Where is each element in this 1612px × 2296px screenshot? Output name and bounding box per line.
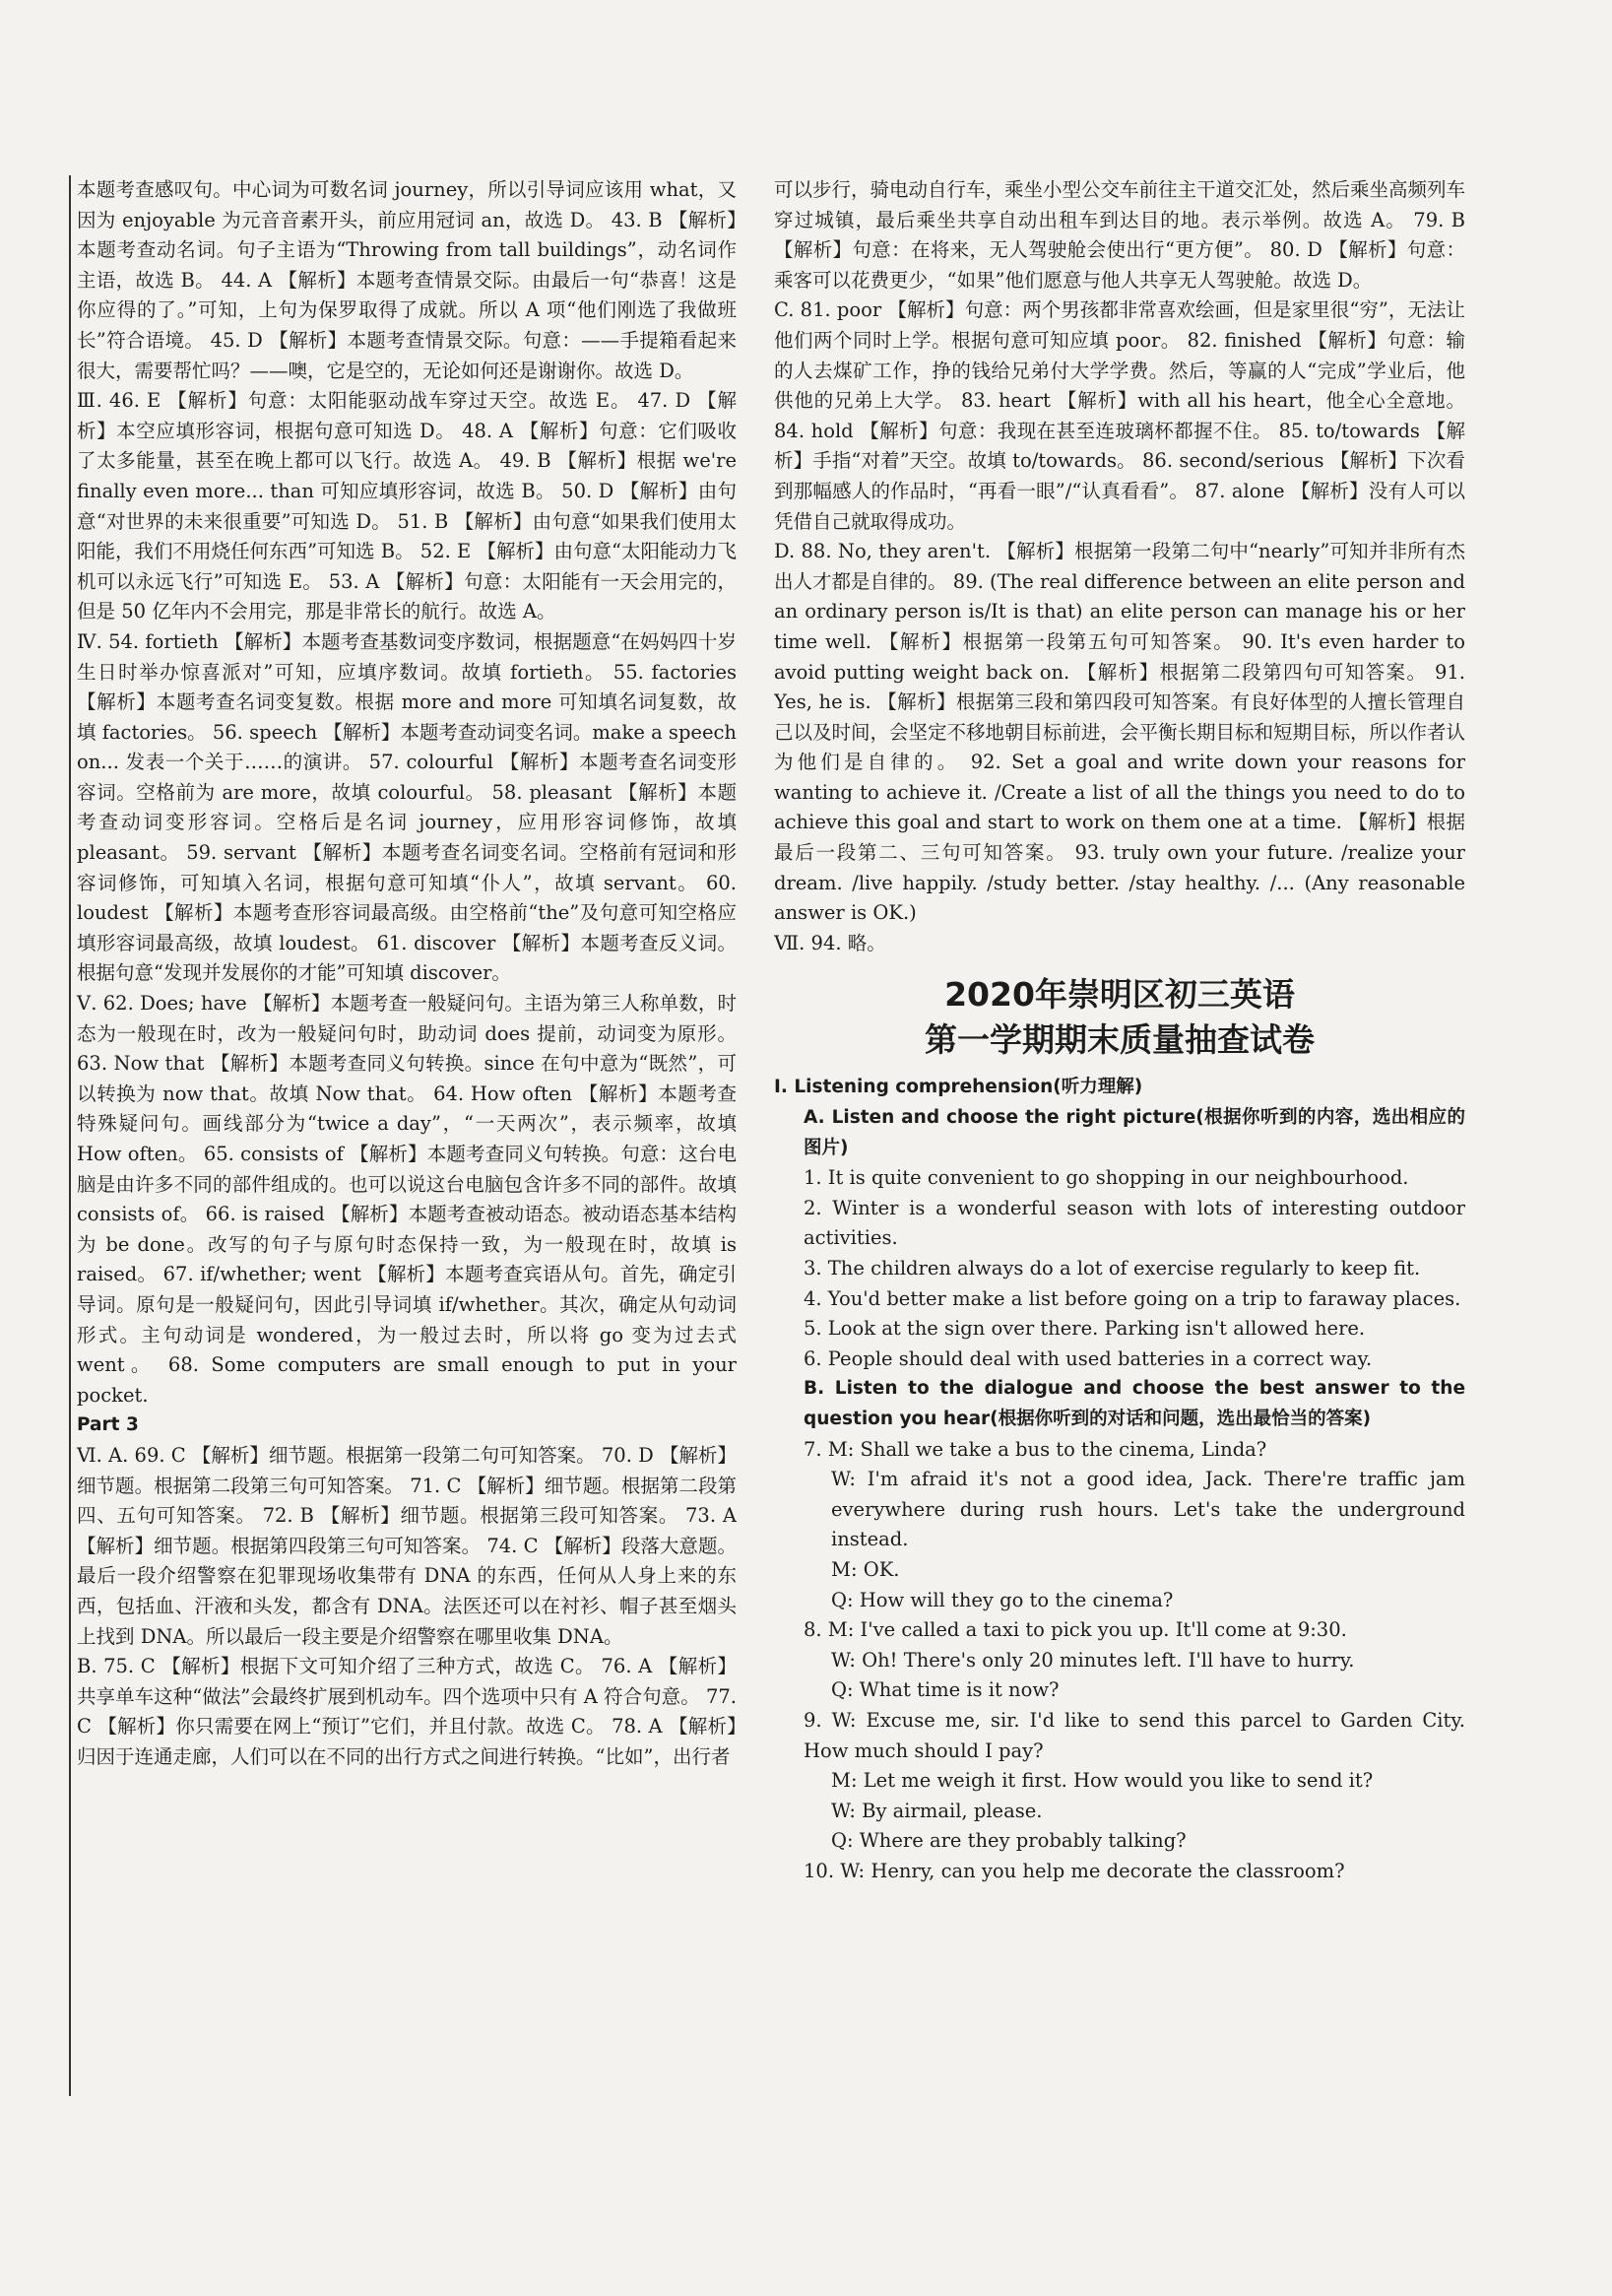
answer-paragraph: C. 81. poor 【解析】句意：两个男孩都非常喜欢绘画，但是家里很“穷”，无法让他们两个同时上学。根据句意可知应填 poor。 82. finished 【解析】句意：输的人去煤矿工作，挣的钱给兄弟付大学学费。然后，等赢的人“完成”学业后，他供他的兄弟上大学。 83. heart 【解析】with all his heart，他全心全意地。 84. hold 【解析】句意：我现在甚至连玻璃杯都握不住。 85. to/towards 【解析】手指“对着”天空。故填 to/towards。 86. second/serious 【解析】下次看到那幅感人的作品时，“再看一眼”/“认真看看”。 87. alone 【解析】没有人可以凭借自己就取得成功。: [774, 298, 1465, 533]
answer-column-right: [774, 175, 1465, 2145]
dialogue-line: M: OK.: [831, 1557, 900, 1581]
answer-paragraph: 本题考查感叹句。中心词为可数名词 journey，所以引导词应该用 what，又因为 enjoyable 为元音音素开头，前应用冠词 an，故选 D。 43. B 【解析】本题考查动名词。句子主语为“Throwing from tall buildings”，动名词作主语，故选 B。 44. A 【解析】本题考查情景交际。由最后一句“恭喜！这是你应得的了。”可知，上句为保罗取得了成就。所以 A 项“他们刚选了我做班长”符合语境。 45. D 【解析】本题考查情景交际。句意：——手提箱看起来很大，需要帮忙吗？——噢，它是空的，无论如何还是谢谢你。故选 D。: [77, 178, 737, 382]
question-item: 6. People should deal with used batteries in a correct way.: [804, 1346, 1373, 1370]
dialogue-line: M: Let me weigh it first. How would you like to send it?: [831, 1769, 1374, 1793]
dialogue-line: 10. W: Henry, can you help me decorate the classroom?: [804, 1859, 1345, 1882]
question-item: 3. The children always do a lot of exercise regularly to keep fit.: [804, 1257, 1421, 1279]
answer-column-left: [69, 175, 737, 2096]
dialogue-line: 8. M: I've called a taxi to pick you up. It'll come at 9:30.: [804, 1618, 1347, 1642]
answer-paragraph: Ⅵ. A. 69. C 【解析】细节题。根据第一段第二句可知答案。 70. D 【解析】细节题。根据第二段第三句可知答案。 71. C 【解析】细节题。根据第二段第四、五句可知答案。 72. B 【解析】细节题。根据第三段可知答案。 73. A 【解析】细节题。根据第四段第三句可知答案。 74. C 【解析】段落大意题。最后一段介绍警察在犯罪现场收集带有 DNA 的东西，任何从人身上来的东西，包括血、汗液和头发，都含有 DNA。法医还可以在衬衫、帽子甚至烟头上找到 DNA。所以最后一段主要是介绍警察在哪里收集 DNA。: [77, 1443, 737, 1648]
exam-title: [774, 972, 1465, 1063]
question-item: 5. Look at the sign over there. Parking isn't allowed here.: [804, 1317, 1366, 1341]
dialogue-line: W: By airmail, please.: [831, 1799, 1043, 1822]
dialogue-line: Q: Where are they probably talking?: [831, 1829, 1187, 1853]
part-a-heading: A. Listen and choose the right picture(根据你听到的内容，选出相应的图片): [804, 1107, 1465, 1158]
exam-title-line2: 第一学期期末质量抽查试卷: [925, 1020, 1315, 1060]
section-heading: Ⅰ. Listening comprehension(听力理解): [774, 1077, 1143, 1098]
question-item: 2. Winter is a wonderful season with lots of interesting outdoor activities.: [804, 1196, 1465, 1250]
answer-paragraph: Ⅳ. 54. fortieth 【解析】本题考查基数词变序数词，根据题意“在妈妈四十岁生日时举办惊喜派对”可知，应填序数词。故填 fortieth。 55. factories 【解析】本题考查名词变复数。根据 more and more 可知填名词复数，故填 factories。 56. speech 【解析】本题考查动词变名词。make a speech on... 发表一个关于……的演讲。 57. colourful 【解析】本题考查名词变形容词。空格前为 are more，故填 colourful。 58. pleasant 【解析】本题考查动词变形容词。空格后是名词 journey，应用形容词修饰，故填 pleasant。 59. servant 【解析】本题考查名词变名词。空格前有冠词和形容词修饰，可知填入名词，根据句意可知填“仆人”，故填 servant。 60. loudest 【解析】本题考查形容词最高级。由空格前“the”及句意可知空格应填形容词最高级，故填 loudest。 61. discover 【解析】本题考查反义词。根据句意“发现并发展你的才能”可知填 discover。: [77, 629, 737, 985]
dialogue-line: W: I'm afraid it's not a good idea, Jack. There're traffic jam everywhere during rush hours. Let's take the underground instead.: [831, 1468, 1465, 1551]
dialogue-line: 9. W: Excuse me, sir. I'd like to send this parcel to Garden City. How much should I pay?: [804, 1708, 1465, 1762]
question-item: 4. You'd better make a list before going on a trip to faraway places.: [804, 1286, 1461, 1310]
dialogue-line: Q: What time is it now?: [831, 1678, 1060, 1702]
answer-paragraph: D. 88. No, they aren't. 【解析】根据第一段第二句中“nearly”可知并非所有杰出人才都是自律的。 89. (The real difference between an elite person and an ordinary person is/It is that) an elite person can manage his or her time well. 【解析】根据第一段第五句可知答案。 90. It's even harder to avoid putting weight back on. 【解析】根据第二段第四句可知答案。 91. Yes, he is. 【解析】根据第三段和第四段可知答案。有良好体型的人擅长管理自己以及时间，会坚定不移地朝目标前进，会平衡长期目标和短期目标，所以作者认为他们是自律的。 92. Set a goal and write down your reasons for wanting to achieve it. /Create a list of all the things you need to do to achieve this goal and start to work on them one at a time. 【解析】根据最后一段第二、三句可知答案。 93. truly own your future. /realize your dream. /live happily. /study better. /stay healthy. /... (Any reasonable answer is OK.): [774, 540, 1465, 925]
part-heading: Part 3: [77, 1414, 139, 1436]
answer-paragraph: Ⅴ. 62. Does; have 【解析】本题考查一般疑问句。主语为第三人称单数，时态为一般现在时，改为一般疑问句时，助动词 does 提前，动词变为原形。 63. Now that 【解析】本题考查同义句转换。since 在句中意为“既然”，可以转换为 now that。故填 Now that。 64. How often 【解析】本题考查特殊疑问句。画线部分为“twice a day”，“一天两次”，表示频率，故填 How often。 65. consists of 【解析】本题考查同义句转换。句意：这台电脑是由许多不同的部件组成的。也可以说这台电脑包含许多不同的部件。故填 consists of。 66. is raised 【解析】本题考查被动语态。被动语态基本结构为 be done。改写的句子与原句时态保持一致，为一般现在时，故填 is raised。 67. if/whether; went 【解析】本题考查宾语从句。首先，确定引导词。原句是一般疑问句，因此引导词填 if/whether。其次，确定从句动词形式。主句动词是 wondered，为一般过去时，所以将 go 变为过去式 went。 68. Some computers are small enough to put in your pocket.: [77, 992, 737, 1407]
dialogue-line: W: Oh! There's only 20 minutes left. I'll have to hurry.: [831, 1648, 1355, 1672]
dialogue-line: Q: How will they go to the cinema?: [831, 1588, 1174, 1611]
exam-title-line1: 2020年崇明区初三英语: [944, 975, 1295, 1015]
dialogue-line: 7. M: Shall we take a bus to the cinema, Linda?: [804, 1437, 1267, 1461]
answer-paragraph: B. 75. C 【解析】根据下文可知介绍了三种方式，故选 C。 76. A 【解析】共享单车这种“做法”会最终扩展到机动车。四个选项中只有 A 符合句意。 77. C 【解析】你只需要在网上“预订”它们，并且付款。故选 C。 78. A 【解析】归因于连通走廊，人们可以在不同的出行方式之间进行转换。“比如”，出行者: [77, 1655, 737, 1768]
question-item: 1. It is quite convenient to go shopping in our neighbourhood.: [804, 1166, 1409, 1190]
answer-paragraph: 可以步行，骑电动自行车，乘坐小型公交车前往主干道交汇处，然后乘坐高频列车穿过城镇，最后乘坐共享自动出租车到达目的地。表示举例。故选 A。 79. B 【解析】句意：在将来，无人驾驶舱会使出行“更方便”。 80. D 【解析】句意：乘客可以花费更少，“如果”他们愿意与他人共享无人驾驶舱。故选 D。: [774, 178, 1465, 292]
answer-paragraph: Ⅶ. 94. 略。: [774, 931, 886, 954]
part-b-heading: B. Listen to the dialogue and choose the best answer to the question you hear(根据你听到的对话和问题，选出最恰当的答案): [804, 1378, 1465, 1429]
answer-paragraph: Ⅲ. 46. E 【解析】句意：太阳能驱动战车穿过天空。故选 E。 47. D 【解析】本空应填形容词，根据句意可知选 D。 48. A 【解析】句意：它们吸收了太多能量，甚至在晚上都可以飞行。故选 A。 49. B 【解析】根据 we're finally even more... than 可知应填形容词，故选 B。 50. D 【解析】由句意“对世界的未来很重要”可知选 D。 51. B 【解析】由句意“如果我们使用太阳能，我们不用烧任何东西”可知选 B。 52. E 【解析】由句意“太阳能动力飞机可以永远飞行”可知选 E。 53. A 【解析】句意：太阳能有一天会用完的，但是 50 亿年内不会用完，那是非常长的航行。故选 A。: [77, 389, 737, 623]
